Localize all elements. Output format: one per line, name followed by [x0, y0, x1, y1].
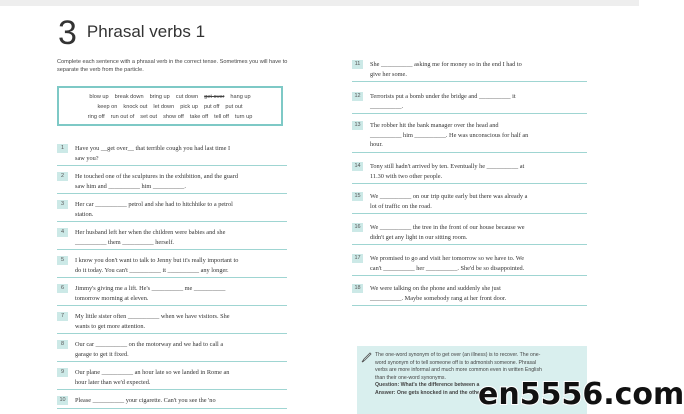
item-text-line: lot of traffic on the road. [370, 202, 432, 210]
item-divider [352, 213, 587, 214]
unit-title: Phrasal verbs 1 [86, 22, 206, 41]
verb-option: ring off [87, 114, 105, 120]
item-divider [352, 275, 587, 276]
note-line: The one-word synonym of to get over (an illness) is to recover. The one- [375, 352, 541, 358]
verb-option: show off [163, 114, 184, 120]
verb-option: set out [140, 114, 158, 120]
item-divider [57, 165, 287, 166]
note-line: than their one-word synonyms. [375, 374, 446, 381]
item-divider [352, 81, 587, 82]
note-line: Question: What's the difference between a [375, 382, 480, 388]
item-text-line: didn't get any light in our sitting room. [370, 233, 468, 241]
verb-row [59, 94, 281, 100]
item-text-line: Tony still hadn't arrived by ten. Eventually he __________ at [370, 163, 525, 170]
item-number: 13 [352, 121, 363, 130]
item-text-line: give her some. [370, 70, 407, 78]
item-text-line: Please __________ your cigarette. Can't you see the 'no [75, 397, 216, 404]
verb-option: break down [114, 94, 144, 100]
item-text-line: hour later than we'd expected. [75, 378, 151, 386]
item-text-line: 11.30 with two other people. [370, 172, 443, 180]
note-line: verbs are more informal and much more common even in written English [375, 367, 542, 373]
watermark: en5556.com [478, 377, 684, 412]
item-divider [57, 361, 287, 362]
item-divider [57, 408, 287, 409]
verb-box [57, 86, 283, 126]
item-text-line: __________. Maybe somebody rang at her front door. [370, 294, 507, 302]
item-text-line: I know you don't want to talk to Jenny but it's really important to [75, 257, 239, 264]
item-text-line: Her husband left her when the children were babies and she [75, 229, 226, 236]
item-number: 5 [57, 256, 68, 265]
item-number: 12 [352, 92, 363, 101]
item-text-line: We promised to go and visit her tomorrow so we have to. We [370, 255, 524, 262]
item-text-line: wants to get more attention. [75, 322, 146, 330]
unit-number: 3 [58, 14, 77, 52]
item-divider [352, 305, 587, 306]
verb-option: put off [203, 104, 220, 110]
item-text-line: Have you __get over__ that terrible cough you had last time I [75, 145, 231, 152]
item-number: 9 [57, 368, 68, 377]
item-text-line: do it today. You can't __________ it __________ any longer. [75, 266, 229, 274]
verb-option: let down [153, 104, 175, 110]
item-divider [57, 333, 287, 334]
verb-option: hang up [230, 94, 251, 100]
verb-option: blow up [89, 94, 109, 100]
item-text-line: We __________ the tree in the front of our house because we [370, 224, 525, 231]
verb-option: put out [225, 104, 243, 110]
instructions: Complete each sentence with a phrasal verb in the correct tense. Sometimes you will have to separate the verb from the particle. [57, 59, 288, 73]
item-text-line: saw him and __________ him __________. [75, 182, 186, 190]
verb-option: keep on [97, 104, 118, 110]
verb-row [59, 114, 281, 120]
item-text-line: The robber hit the bank manager over the head and [370, 122, 499, 129]
verb-option: knock out [123, 104, 148, 110]
item-divider [57, 277, 287, 278]
item-text-line: __________ them __________ herself. [75, 238, 174, 246]
item-text-line: She __________ asking me for money so in the end I had to [370, 61, 522, 68]
item-number: 11 [352, 60, 363, 69]
item-text-line: We were talking on the phone and suddenly she just [370, 285, 501, 292]
item-number: 7 [57, 312, 68, 321]
note-line: Answer: One gets knocked in and the other [375, 389, 482, 396]
item-divider [57, 221, 287, 222]
item-text-line: My little sister often __________ when we have visitors. She [75, 313, 230, 320]
item-number: 3 [57, 200, 68, 209]
page-title [58, 14, 205, 53]
item-text-line: We __________ on our trip quite early but there was already a [370, 193, 528, 200]
item-number: 15 [352, 192, 363, 201]
item-divider [57, 305, 287, 306]
item-text-line: can't __________ her __________. She'd be so disappointed. [370, 264, 525, 272]
item-divider [352, 183, 587, 184]
item-text-line: __________. [370, 102, 404, 110]
item-text-line: Terrorists put a bomb under the bridge and __________ it [370, 93, 516, 100]
item-text-line: __________ him __________. He was unconscious for half an [370, 131, 529, 139]
item-text-line: station. [75, 210, 94, 218]
verb-option: run out of [110, 114, 135, 120]
verb-option: bring up [149, 94, 170, 100]
item-divider [57, 249, 287, 250]
verb-row [59, 104, 281, 110]
item-divider [352, 244, 587, 245]
item-text-line: saw you? [75, 154, 99, 162]
item-text-line: tomorrow morning at eleven. [75, 294, 149, 302]
item-number: 17 [352, 254, 363, 263]
verb-option: pick up [180, 104, 198, 110]
item-text-line: Her car __________ petrol and she had to hitchhike to a petrol [75, 201, 233, 208]
verb-option: cut down [175, 94, 199, 100]
pen-icon [361, 350, 373, 368]
item-text-line: Our car __________ on the motorway and we had to call a [75, 341, 224, 348]
item-divider [352, 152, 587, 153]
item-divider [57, 389, 287, 390]
item-text-line: hour. [370, 141, 383, 148]
item-number: 16 [352, 223, 363, 232]
item-number: 4 [57, 228, 68, 237]
item-number: 10 [57, 396, 68, 405]
item-divider [352, 113, 587, 114]
item-divider [57, 193, 287, 194]
item-number: 8 [57, 340, 68, 349]
item-text-line: Our plane __________ an hour late so we landed in Rome an [75, 369, 230, 376]
verb-option: tell off [214, 114, 229, 120]
item-text-line: garage to get it fixed. [75, 350, 129, 358]
item-number: 18 [352, 284, 363, 293]
item-text-line: Jimmy's giving me a lift. He's __________ me __________ [75, 285, 226, 292]
verb-option: turn up [234, 114, 253, 120]
verb-option: get over [204, 94, 225, 100]
note-line: word synonym of to tell someone off is to admonish someone. Phrasal [375, 359, 537, 366]
item-number: 14 [352, 162, 363, 171]
item-number: 6 [57, 284, 68, 293]
item-number: 1 [57, 144, 68, 153]
item-text-line: He touched one of the sculptures in the exhibition, and the guard [75, 173, 238, 180]
verb-option: take off [189, 114, 209, 120]
item-number: 2 [57, 172, 68, 181]
